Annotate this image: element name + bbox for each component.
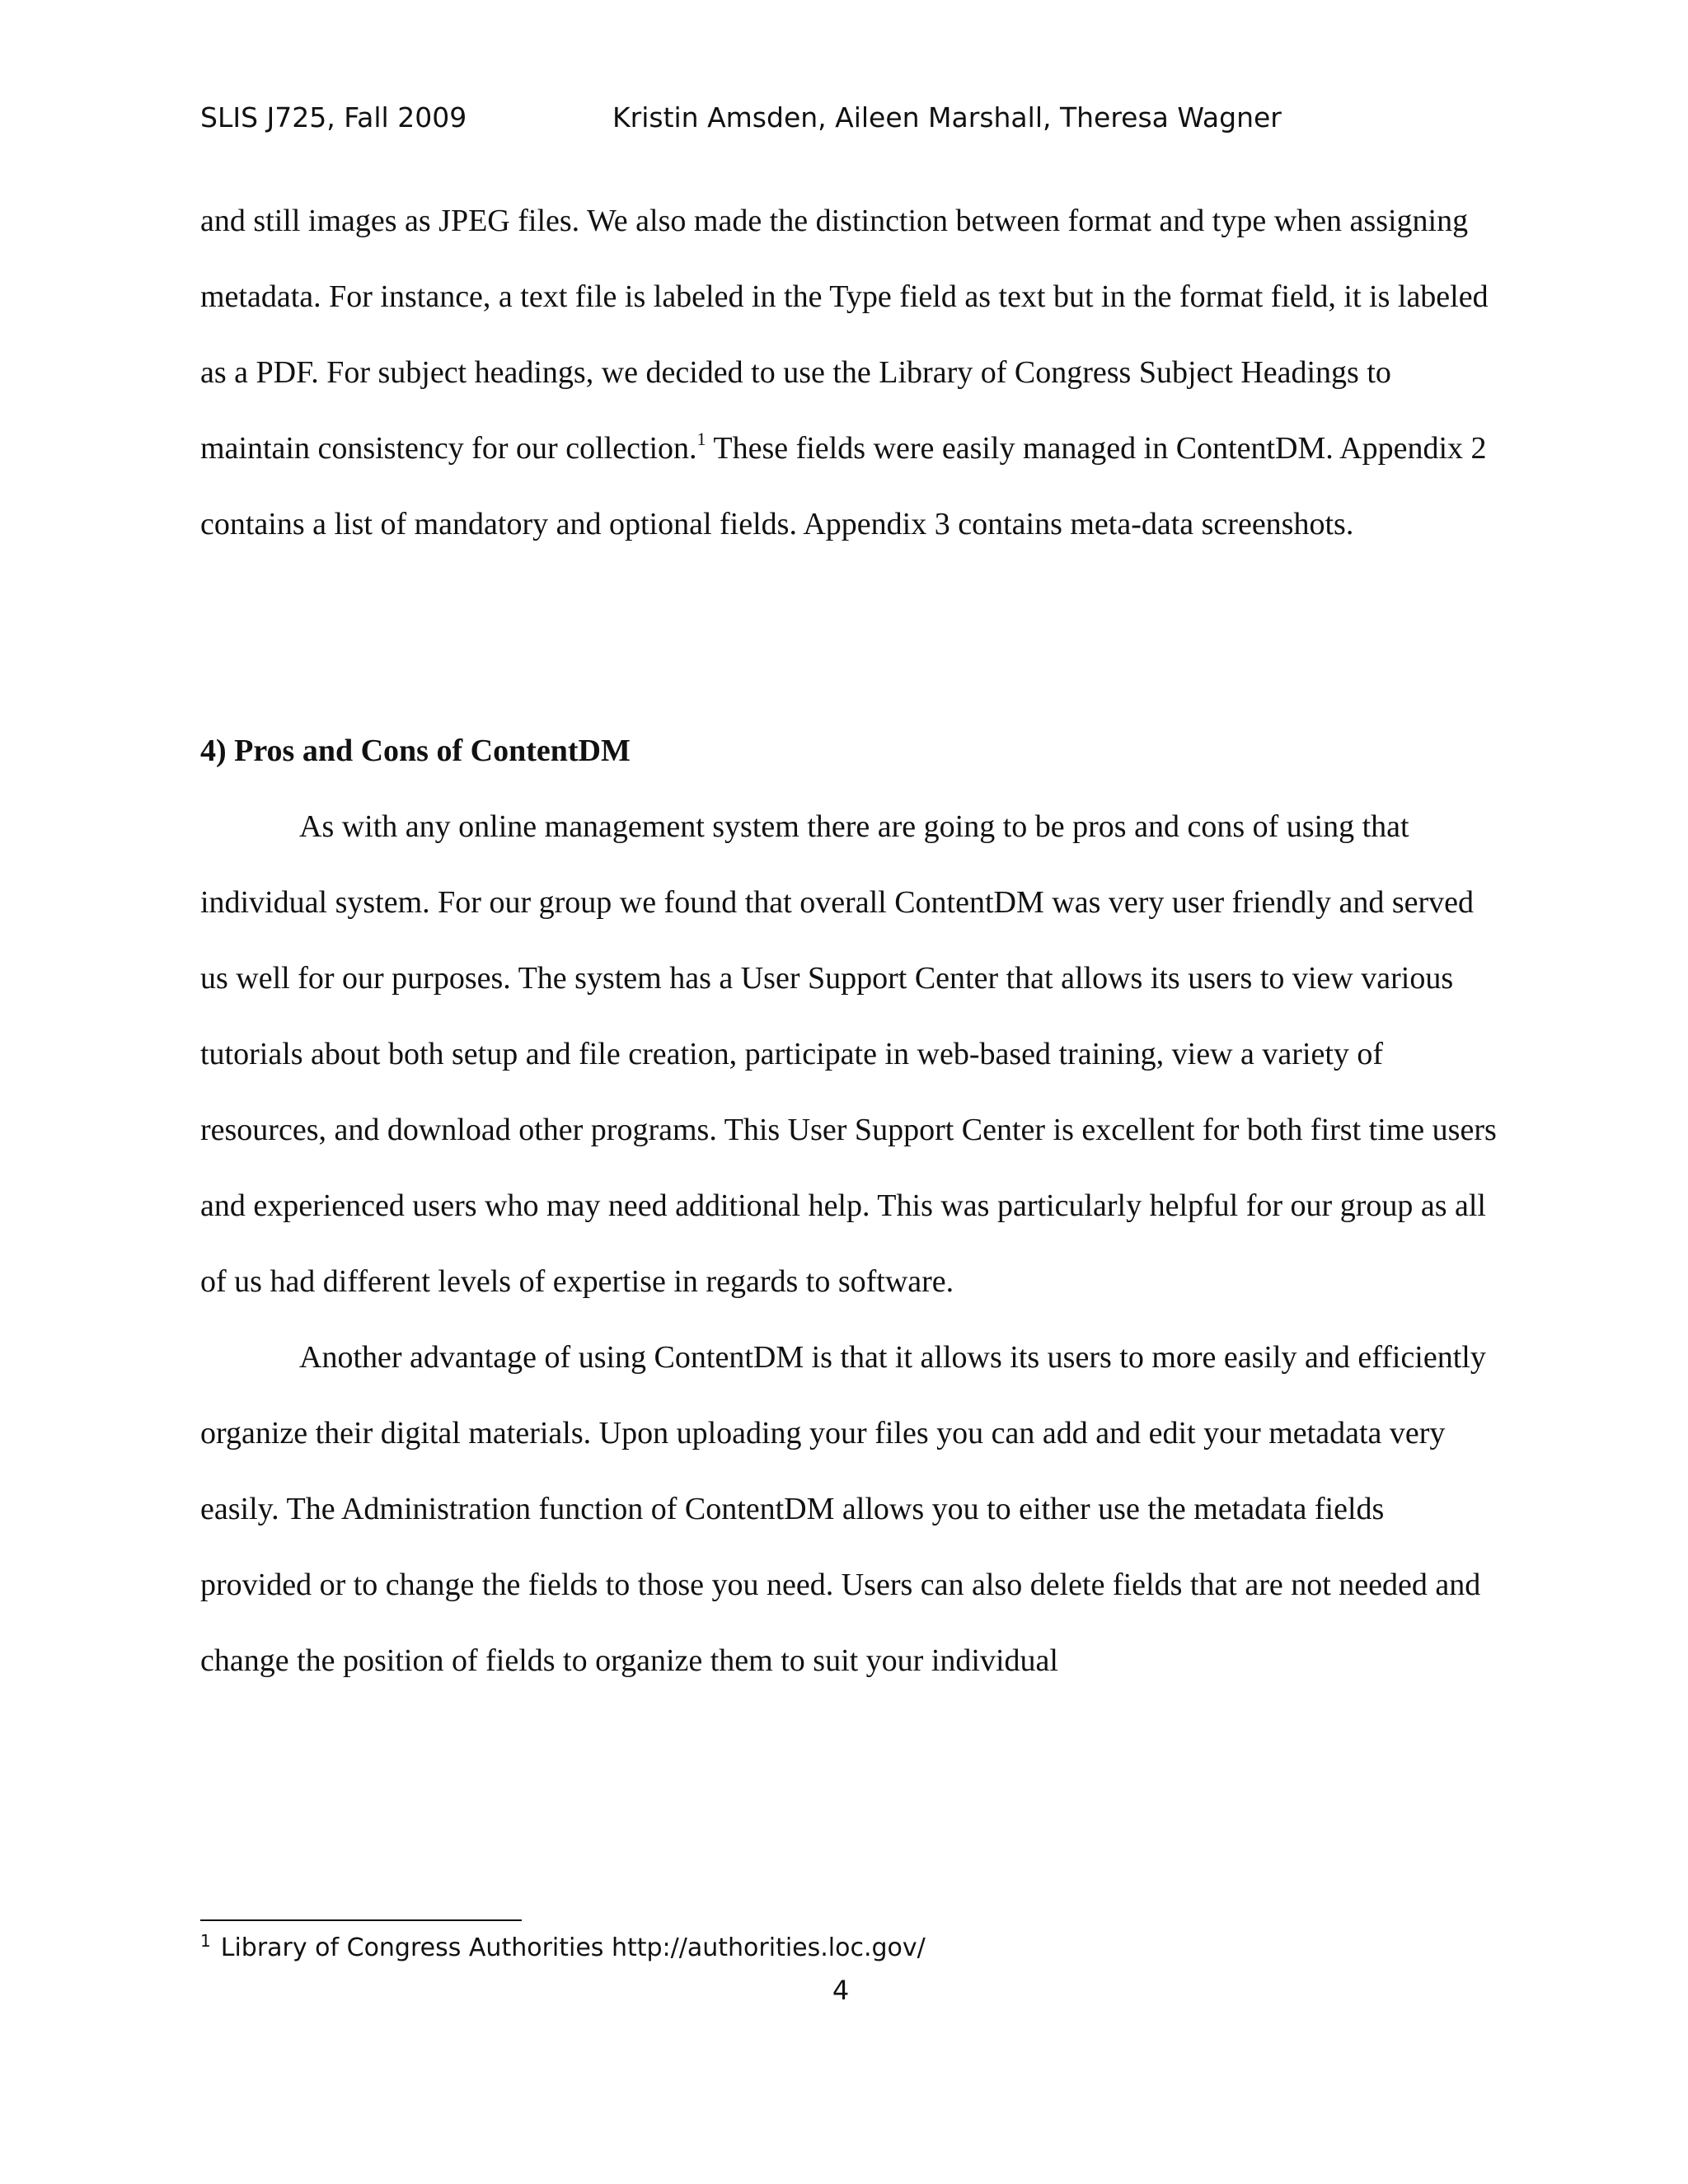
section-heading: 4) Pros and Cons of ContentDM	[200, 733, 631, 768]
page-number	[0, 1970, 1688, 2011]
section-paragraph-1: As with any online management system there are going to be pros and cons of using that individual system. For our group we found that overall ContentDM was very user friendly and served us well for our purposes. The system has a User Support Center that allows its users to view various tutorials about both setup and file creation, participate in web-based training, view a variety of resources, and download other programs. This User Support Center is excellent for both first time users and experienced users who may need additional help. This was particularly helpful for our group as all of us had different levels of expertise in regards to software.	[200, 809, 1497, 1299]
running-header	[200, 97, 1486, 138]
footnote	[200, 1930, 1189, 1966]
section-paragraph-2: Another advantage of using ContentDM is that it allows its users to more easily and efficiently organize their digital materials. Upon uploading your files you can add and edit your metadata very easily. The Administration function of ContentDM allows you to either use the metadata fields provided or to change the fields to those you need. Users can also delete fields that are not needed and change the position of fields to organize them to suit your individual	[200, 1340, 1486, 1678]
footnote-marker: 1	[200, 1931, 211, 1951]
intro-text-start: and still images as JPEG files. We also made the distinction between format and type when assigning metadata. For instance, a text file is labeled in the Type field as text but in the format field, it is labeled as a PDF. For subject headings, we decided to use the Library of Congress Subject Headings to maintain consistency for our collection.	[200, 204, 1489, 466]
footnote-text: Library of Congress Authorities http://authorities.loc.gov/	[220, 1933, 926, 1962]
intro-text-end: These fields were easily managed in ContentDM. Appendix 2 contains a list of mandatory and optional fields. Appendix 3 contains meta-data screenshots.	[200, 431, 1487, 541]
section-4	[200, 713, 1503, 1699]
intro-paragraph-block	[200, 183, 1503, 562]
footnote-reference[interactable]: 1	[696, 429, 706, 450]
page-number-value: 4	[832, 1975, 850, 2006]
header-authors: Kristin Amsden, Aileen Marshall, Theresa Wagner	[612, 101, 1282, 134]
intro-paragraph	[200, 183, 1503, 562]
header-course: SLIS J725, Fall 2009	[200, 101, 467, 134]
footnote-divider	[200, 1919, 522, 1921]
